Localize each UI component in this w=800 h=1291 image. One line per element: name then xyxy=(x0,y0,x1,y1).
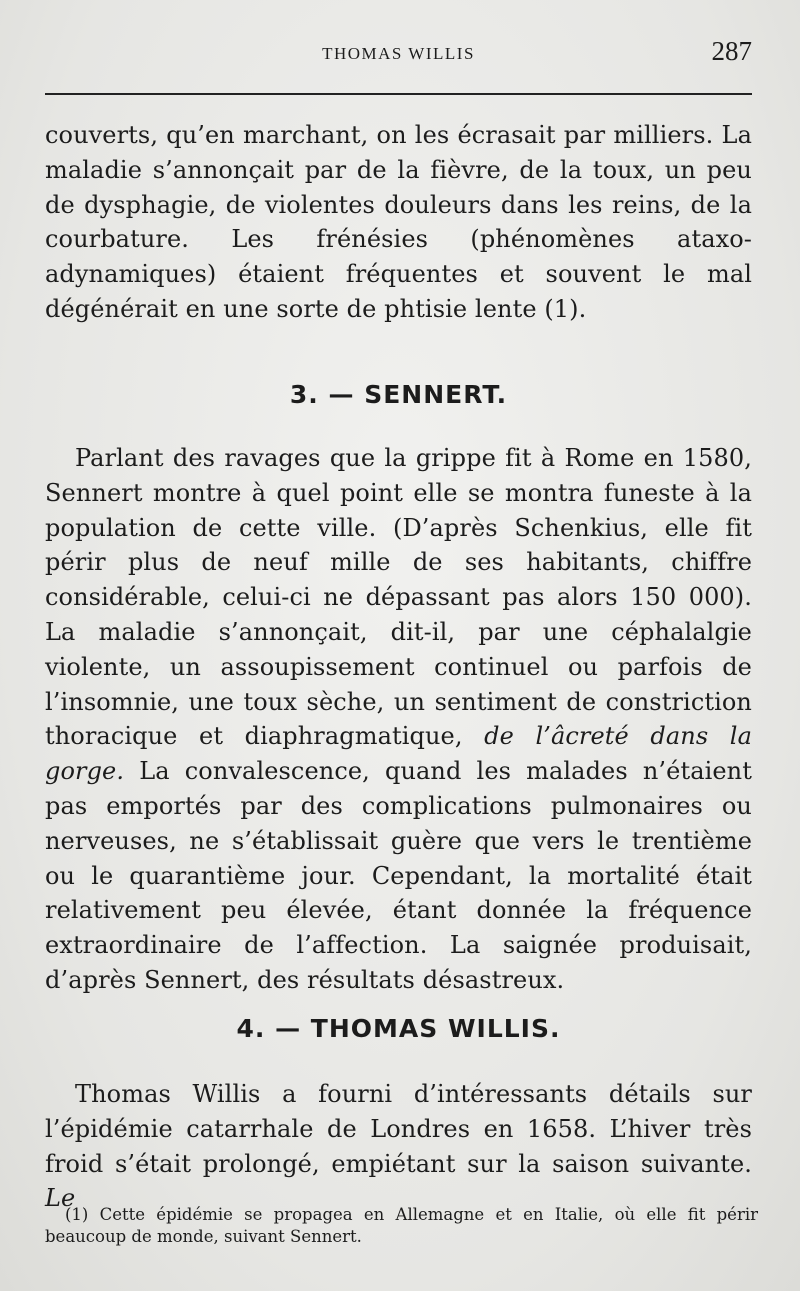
paragraph-text: La convalescence, quand les malades n’étaient pas emportés par des complications pulmonaires ou nerveuses, ne s’établissait guère que vers le trentième ou le quarantième jour. Cependant, la mortalité était relativement peu élevée, étant donnée la fréquence extraordinaire de l’affection. La saignée produisait, d’après Sennert, des résultats désastreux. xyxy=(45,757,752,994)
header-rule xyxy=(45,93,752,95)
footnote-text: (1) Cette épidémie se propagea en Allemagne et en Italie, où elle fit périr beaucoup de monde, suivant Sennert. xyxy=(45,1205,758,1246)
paragraph: couverts, qu’en marchant, on les écrasait par milliers. La maladie s’annonçait par de la fièvre, de la toux, un peu de dysphagie, de violentes douleurs dans les reins, de la courbature. Les frénésies (phénomènes ataxo-adynamiques) étaient fréquentes et souvent le mal dégénérait en une sorte de phtisie lente (1). xyxy=(45,121,752,323)
section-2-continuation xyxy=(45,118,752,327)
section-3-heading: 3. — SENNERT. xyxy=(289,380,508,409)
italic-word: Le xyxy=(45,1184,76,1213)
section-4-heading: 4. — THOMAS WILLIS. xyxy=(236,1014,561,1043)
page-number: 287 xyxy=(711,36,752,66)
paragraph-text: Thomas Willis a fourni d’intéressants détails sur l’épidémie catarrhale de Londres en 1658. L’hiver très froid s’était prolongé, empiétant sur la saison suivante. xyxy=(45,1080,752,1178)
paragraph xyxy=(45,441,752,998)
paragraph-text: Parlant des ravages que la grippe fit à Rome en 1580, Sennert montre à quel point elle se montra funeste à la population de cette ville. (D’après Schenkius, elle fit périr plus de neuf mille de ses habitants, chiffre considérable, celui-ci ne dépassant pas alors 150 000). La maladie s’annonçait, dit-il, par une céphalalgie violente, un assoupissement continuel ou parfois de l’insomnie, une toux sèche, un sentiment de constriction thoracique et diaphragmatique, xyxy=(45,444,752,751)
running-title: THOMAS WILLIS xyxy=(322,44,475,63)
paragraph xyxy=(45,1077,752,1216)
footnote xyxy=(45,1204,758,1248)
section-3-body xyxy=(45,441,752,998)
running-head xyxy=(45,36,752,76)
section-4-body xyxy=(45,1077,752,1216)
italic-quote: de l’âcreté dans la gorge. xyxy=(45,722,752,786)
